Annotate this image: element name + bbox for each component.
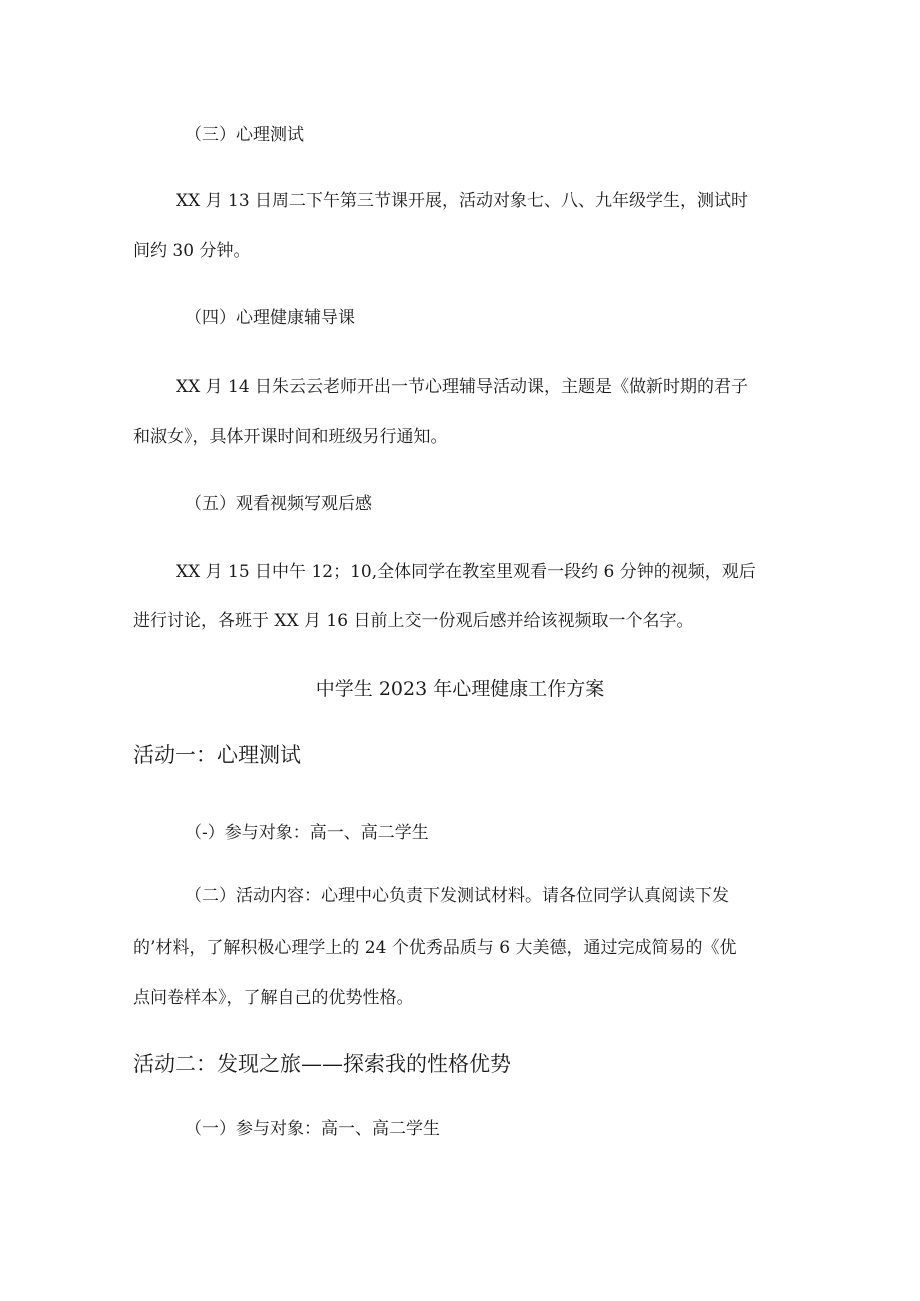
paragraph-3-line-2: 间约 30 分钟。 [133,241,251,261]
section-heading-4: （四）心理健康辅导课 [185,308,355,328]
section-heading-5: （五）观看视频写观后感 [185,494,372,514]
paragraph-5-line-2: 进行讨论，各班于 XX 月 16 日前上交一份观后感并给该视频取一个名字。 [133,611,694,631]
paragraph-5-line-1: XX 月 15 日中午 12；10,全体同学在教室里观看一段约 6 分钟的视频，观后 [176,562,756,582]
activity-2-item-1: （一）参与对象：高一、高二学生 [185,1119,440,1139]
activity-1-item-2-line-3: 点问卷样本》，了解自己的优势性格。 [133,988,414,1008]
paragraph-4-line-1: XX 月 14 日朱云云老师开出一节心理辅导活动课，主题是《做新时期的君子 [176,377,749,397]
activity-1-heading: 活动一：心理测试 [133,743,301,767]
activity-1-item-1: （-）参与对象：高一、高二学生 [185,823,429,843]
activity-1-item-2-line-1: （二）活动内容：心理中心负责下发测试材料。请各位同学认真阅读下发 [185,886,729,906]
paragraph-4-line-2: 和淑女》，具体开课时间和班级另行通知。 [133,427,448,447]
document-title: 中学生 2023 年心理健康工作方案 [315,678,605,700]
activity-2-heading: 活动二：发现之旅——探索我的性格优势 [133,1052,511,1076]
paragraph-3-line-1: XX 月 13 日周二下午第三节课开展，活动对象七、八、九年级学生，测试时 [176,191,749,211]
section-heading-3: （三）心理测试 [185,125,304,145]
activity-1-item-2-line-2: 的’材料，了解积极心理学上的 24 个优秀品质与 6 大美德，通过完成简易的《优 [133,938,737,958]
